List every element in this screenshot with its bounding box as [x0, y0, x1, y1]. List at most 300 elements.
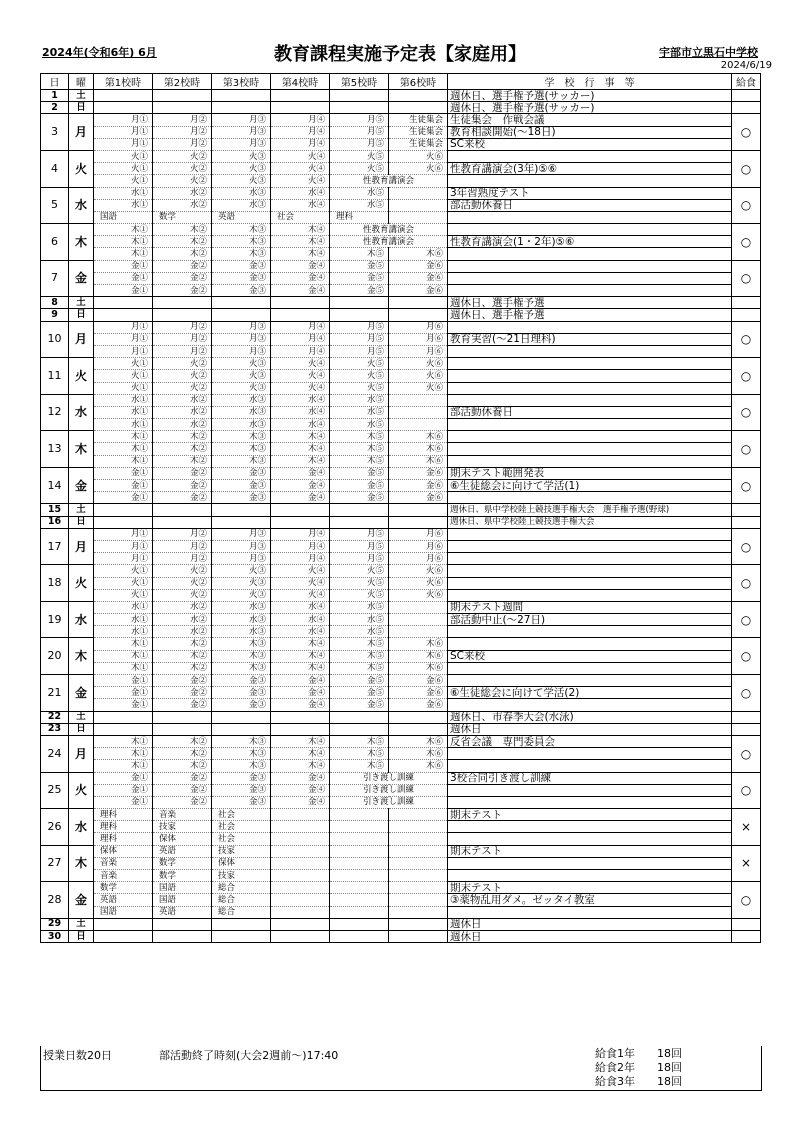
period-cell: 木② — [153, 443, 212, 455]
period-cell — [271, 857, 330, 869]
weekday: 日 — [69, 516, 94, 528]
period-cell: 金④ — [271, 784, 330, 796]
class-row — [41, 492, 761, 504]
period-cell-empty — [389, 309, 448, 321]
weekday: 月 — [69, 528, 94, 565]
period-cell: 木⑥ — [389, 748, 448, 760]
period-cell: 木③ — [212, 650, 271, 662]
weekday: 火 — [69, 565, 94, 602]
period-cell: 水① — [94, 419, 153, 431]
day-number: 3 — [41, 114, 69, 151]
class-row — [41, 138, 761, 150]
event-cell: 期末テスト週間 — [448, 601, 732, 613]
period-cell: 音楽 — [153, 809, 212, 821]
lunch-mark: ○ — [732, 467, 761, 504]
day-number: 29 — [41, 918, 69, 930]
period-cell: 金① — [94, 480, 153, 492]
weekday: 水 — [69, 601, 94, 638]
period-cell: 金⑤ — [330, 480, 389, 492]
period-cell: 国語 — [153, 882, 212, 894]
meal-count-grade-2: 給食2年 18回 — [595, 1061, 682, 1074]
day-number: 11 — [41, 358, 69, 395]
period-cell-empty — [330, 918, 389, 930]
day-number: 6 — [41, 224, 69, 261]
period-cell-empty — [271, 102, 330, 114]
event-cell: 3校合同引き渡し訓練 — [448, 772, 732, 784]
period-cell — [389, 906, 448, 918]
period-cell: 性教育講演会 — [330, 224, 448, 236]
class-row — [41, 175, 761, 187]
event-cell — [448, 370, 732, 382]
period-cell: 火③ — [212, 565, 271, 577]
class-row — [41, 796, 761, 808]
event-cell — [448, 211, 732, 223]
col-header-weekday: 曜 — [69, 74, 94, 90]
col-header-period-1: 第1校時 — [94, 74, 153, 90]
day-number: 26 — [41, 809, 69, 846]
period-cell: 月⑥ — [389, 540, 448, 552]
class-row — [41, 333, 761, 345]
period-cell: 火④ — [271, 370, 330, 382]
period-cell: 金① — [94, 699, 153, 711]
event-cell: 週休日、選手権予選 — [448, 297, 732, 309]
period-cell: 木① — [94, 455, 153, 467]
lunch-mark: ○ — [732, 431, 761, 468]
period-cell: 木⑤ — [330, 662, 389, 674]
col-header-lunch: 給食 — [732, 74, 761, 90]
period-cell: 金① — [94, 467, 153, 479]
class-row — [41, 211, 761, 223]
period-cell: 木⑥ — [389, 735, 448, 747]
day-number: 1 — [41, 90, 69, 102]
period-cell — [389, 809, 448, 821]
period-cell: 英語 — [153, 906, 212, 918]
period-cell: 金② — [153, 480, 212, 492]
event-cell — [448, 175, 732, 187]
period-cell: 月① — [94, 321, 153, 333]
period-cell: 月① — [94, 114, 153, 126]
event-cell — [448, 394, 732, 406]
period-cell: 金① — [94, 796, 153, 808]
period-cell: 金① — [94, 772, 153, 784]
event-cell — [448, 321, 732, 333]
period-cell: 金③ — [212, 687, 271, 699]
period-cell: 水② — [153, 187, 212, 199]
period-cell: 火① — [94, 370, 153, 382]
period-cell: 金③ — [212, 260, 271, 272]
weekday: 木 — [69, 431, 94, 468]
period-cell: 金⑤ — [330, 272, 389, 284]
period-cell-empty — [153, 297, 212, 309]
event-cell: 週休日 — [448, 930, 732, 942]
period-cell-empty — [94, 516, 153, 528]
weekday: 土 — [69, 918, 94, 930]
document-header — [40, 40, 760, 65]
period-cell — [330, 821, 389, 833]
event-cell — [448, 358, 732, 370]
event-cell — [448, 345, 732, 357]
day-number: 8 — [41, 297, 69, 309]
period-cell: 水② — [153, 626, 212, 638]
lunch-mark: ○ — [732, 772, 761, 809]
period-cell: 火④ — [271, 382, 330, 394]
class-row — [41, 406, 761, 418]
period-cell: 金② — [153, 784, 212, 796]
period-cell: 火③ — [212, 589, 271, 601]
period-cell: 火⑤ — [330, 382, 389, 394]
event-cell — [448, 589, 732, 601]
weekday: 水 — [69, 809, 94, 846]
event-cell — [448, 150, 732, 162]
period-cell — [330, 845, 389, 857]
period-cell: 月① — [94, 333, 153, 345]
day-number: 4 — [41, 150, 69, 187]
period-cell: 金① — [94, 272, 153, 284]
event-cell — [448, 272, 732, 284]
day-number: 7 — [41, 260, 69, 297]
period-cell: 火④ — [271, 565, 330, 577]
period-cell: 月② — [153, 321, 212, 333]
lunch-mark: ○ — [732, 150, 761, 187]
period-cell: 英語 — [94, 894, 153, 906]
event-cell — [448, 248, 732, 260]
period-cell: 水② — [153, 199, 212, 211]
class-row — [41, 565, 761, 577]
col-header-events: 学 校 行 事 等 — [448, 74, 732, 90]
class-row — [41, 760, 761, 772]
period-cell-empty — [389, 516, 448, 528]
period-cell: 水④ — [271, 199, 330, 211]
period-cell — [271, 870, 330, 882]
period-cell: 火① — [94, 150, 153, 162]
period-cell: 金② — [153, 772, 212, 784]
period-cell: 火⑤ — [330, 358, 389, 370]
period-cell: 月⑤ — [330, 528, 389, 540]
period-cell — [389, 199, 448, 211]
period-cell: 火② — [153, 175, 212, 187]
period-cell: 保体 — [212, 857, 271, 869]
event-cell — [448, 626, 732, 638]
period-cell: 木④ — [271, 455, 330, 467]
period-cell: 水① — [94, 614, 153, 626]
period-cell: 月⑤ — [330, 126, 389, 138]
club-end-time: 部活動終了時刻(大会2週前～)17:40 — [159, 1049, 339, 1062]
event-cell — [448, 492, 732, 504]
lunch-cell-empty — [732, 102, 761, 114]
period-cell: 火⑤ — [330, 589, 389, 601]
period-cell: 金⑤ — [330, 260, 389, 272]
period-cell: 金⑤ — [330, 699, 389, 711]
event-cell — [448, 224, 732, 236]
period-cell-empty — [271, 504, 330, 516]
class-row — [41, 199, 761, 211]
holiday-row — [41, 516, 761, 528]
period-cell-empty — [330, 90, 389, 102]
period-cell-empty — [212, 309, 271, 321]
period-cell: 木⑥ — [389, 760, 448, 772]
period-cell: 生徒集会 — [389, 126, 448, 138]
event-cell: 期末テスト範囲発表 — [448, 467, 732, 479]
period-cell: 木① — [94, 650, 153, 662]
period-cell: 木④ — [271, 650, 330, 662]
period-cell: 水① — [94, 187, 153, 199]
period-cell: 木② — [153, 638, 212, 650]
period-cell: 木⑤ — [330, 443, 389, 455]
period-cell — [389, 626, 448, 638]
weekday: 水 — [69, 394, 94, 431]
period-cell: 木③ — [212, 248, 271, 260]
month-label: 2024年(令和6年) 6月 — [42, 46, 157, 59]
period-cell: 引き渡し訓練 — [330, 772, 448, 784]
period-cell-empty — [271, 711, 330, 723]
lunch-cell-empty — [732, 504, 761, 516]
lunch-cell-empty — [732, 918, 761, 930]
period-cell-empty — [330, 930, 389, 942]
event-cell: 3年習熟度テスト — [448, 187, 732, 199]
day-number: 20 — [41, 638, 69, 675]
period-cell: 水① — [94, 199, 153, 211]
period-cell — [271, 809, 330, 821]
period-cell: 金⑤ — [330, 687, 389, 699]
weekday: 金 — [69, 882, 94, 919]
period-cell: 理科 — [330, 211, 389, 223]
col-header-period-5: 第5校時 — [330, 74, 389, 90]
event-cell: 期末テスト — [448, 845, 732, 857]
event-cell — [448, 553, 732, 565]
period-cell-empty — [153, 930, 212, 942]
period-cell-empty — [271, 930, 330, 942]
period-cell: 水① — [94, 394, 153, 406]
period-cell — [330, 882, 389, 894]
period-cell: 火① — [94, 589, 153, 601]
period-cell: 水⑤ — [330, 614, 389, 626]
period-cell: 理科 — [94, 821, 153, 833]
period-cell: 金② — [153, 699, 212, 711]
event-cell — [448, 675, 732, 687]
period-cell-empty — [330, 504, 389, 516]
lunch-cell-empty — [732, 297, 761, 309]
period-cell: 木④ — [271, 443, 330, 455]
period-cell — [271, 882, 330, 894]
period-cell: 火③ — [212, 163, 271, 175]
period-cell — [330, 894, 389, 906]
period-cell: 月⑤ — [330, 321, 389, 333]
lunch-mark: ○ — [732, 358, 761, 395]
class-row — [41, 272, 761, 284]
period-cell-empty — [94, 930, 153, 942]
class-row — [41, 589, 761, 601]
period-cell: 木① — [94, 735, 153, 747]
class-row — [41, 114, 761, 126]
period-cell: 金① — [94, 784, 153, 796]
period-cell: 木④ — [271, 662, 330, 674]
event-cell: 週休日、市春季大会(水泳) — [448, 711, 732, 723]
period-cell: 金② — [153, 285, 212, 297]
period-cell: 月⑥ — [389, 553, 448, 565]
period-cell-empty — [271, 918, 330, 930]
lunch-mark: × — [732, 809, 761, 846]
class-row — [41, 358, 761, 370]
period-cell: 火② — [153, 150, 212, 162]
period-cell: 月① — [94, 345, 153, 357]
period-cell: 水⑤ — [330, 626, 389, 638]
period-cell: 月② — [153, 553, 212, 565]
period-cell: 木③ — [212, 443, 271, 455]
period-cell-empty — [94, 504, 153, 516]
period-cell: 木③ — [212, 638, 271, 650]
weekday: 金 — [69, 467, 94, 504]
event-cell — [448, 528, 732, 540]
period-cell: 社会 — [271, 211, 330, 223]
period-cell: 火④ — [271, 163, 330, 175]
period-cell: 金③ — [212, 492, 271, 504]
period-cell: 金① — [94, 687, 153, 699]
period-cell: 月⑥ — [389, 345, 448, 357]
period-cell: 水④ — [271, 419, 330, 431]
period-cell: 生徒集会 — [389, 138, 448, 150]
meal-counts — [595, 1047, 682, 1089]
event-cell: 部活動中止(～27日) — [448, 614, 732, 626]
period-cell-empty — [330, 297, 389, 309]
event-cell: 反省会議 専門委員会 — [448, 735, 732, 747]
period-cell-empty — [94, 723, 153, 735]
period-cell — [389, 601, 448, 613]
period-cell: 音楽 — [94, 870, 153, 882]
period-cell-empty — [389, 711, 448, 723]
event-cell: ⑥生徒総会に向けて学活(2) — [448, 687, 732, 699]
period-cell-empty — [389, 504, 448, 516]
period-cell: 金① — [94, 675, 153, 687]
issue-date: 2024/6/19 — [720, 60, 772, 71]
weekday: 木 — [69, 845, 94, 882]
period-cell: 月② — [153, 114, 212, 126]
period-cell — [271, 845, 330, 857]
period-cell: 技家 — [153, 821, 212, 833]
period-cell-empty — [212, 711, 271, 723]
period-cell: 金① — [94, 492, 153, 504]
period-cell-empty — [271, 516, 330, 528]
class-row — [41, 382, 761, 394]
period-cell: 月⑤ — [330, 114, 389, 126]
period-cell: 金④ — [271, 796, 330, 808]
event-cell — [448, 857, 732, 869]
period-cell: 木② — [153, 248, 212, 260]
period-cell: 月② — [153, 138, 212, 150]
period-cell: 火② — [153, 382, 212, 394]
period-cell: 水① — [94, 601, 153, 613]
period-cell: 月① — [94, 540, 153, 552]
period-cell-empty — [389, 723, 448, 735]
col-header-period-3: 第3校時 — [212, 74, 271, 90]
period-cell: 木⑤ — [330, 248, 389, 260]
period-cell: 木③ — [212, 431, 271, 443]
period-cell: 水④ — [271, 394, 330, 406]
weekday: 土 — [69, 504, 94, 516]
class-row — [41, 126, 761, 138]
period-cell: 木⑥ — [389, 638, 448, 650]
period-cell: 火③ — [212, 175, 271, 187]
holiday-row — [41, 309, 761, 321]
event-cell: 性教育講演会(3年)⑤⑥ — [448, 163, 732, 175]
period-cell-empty — [271, 309, 330, 321]
period-cell: 生徒集会 — [389, 114, 448, 126]
period-cell: 火④ — [271, 589, 330, 601]
period-cell-empty — [153, 711, 212, 723]
lunch-mark: ○ — [732, 638, 761, 675]
period-cell-empty — [153, 309, 212, 321]
period-cell: 木⑤ — [330, 748, 389, 760]
class-row — [41, 467, 761, 479]
period-cell: 火③ — [212, 577, 271, 589]
period-cell — [389, 833, 448, 845]
period-cell — [389, 211, 448, 223]
period-cell: 木④ — [271, 638, 330, 650]
period-cell: 木⑥ — [389, 455, 448, 467]
period-cell: 水⑤ — [330, 394, 389, 406]
period-cell: 火④ — [271, 150, 330, 162]
day-number: 15 — [41, 504, 69, 516]
period-cell: 性教育講演会 — [330, 236, 448, 248]
period-cell: 金⑥ — [389, 272, 448, 284]
period-cell: 火② — [153, 565, 212, 577]
period-cell-empty — [271, 90, 330, 102]
period-cell — [389, 394, 448, 406]
period-cell: 月④ — [271, 553, 330, 565]
day-number: 14 — [41, 467, 69, 504]
class-row — [41, 784, 761, 796]
period-cell: 水⑤ — [330, 199, 389, 211]
period-cell: 月② — [153, 528, 212, 540]
period-cell: 総合 — [212, 894, 271, 906]
period-cell: 木③ — [212, 760, 271, 772]
period-cell: 金④ — [271, 687, 330, 699]
period-cell: 金③ — [212, 772, 271, 784]
period-cell: 金⑤ — [330, 467, 389, 479]
period-cell: 水⑤ — [330, 601, 389, 613]
period-cell: 火⑥ — [389, 150, 448, 162]
period-cell: 水④ — [271, 187, 330, 199]
lunch-mark: ○ — [732, 735, 761, 772]
period-cell: 金① — [94, 285, 153, 297]
period-cell: 火⑥ — [389, 370, 448, 382]
period-cell: 月③ — [212, 553, 271, 565]
period-cell: 水④ — [271, 614, 330, 626]
event-cell — [448, 455, 732, 467]
period-cell-empty — [94, 918, 153, 930]
col-header-period-4: 第4校時 — [271, 74, 330, 90]
class-row — [41, 260, 761, 272]
weekday: 火 — [69, 358, 94, 395]
period-cell: 火⑤ — [330, 150, 389, 162]
class-row — [41, 894, 761, 906]
event-cell — [448, 285, 732, 297]
period-cell-empty — [153, 102, 212, 114]
period-cell: 月③ — [212, 114, 271, 126]
period-cell: 金④ — [271, 675, 330, 687]
period-cell: 金③ — [212, 285, 271, 297]
day-number: 18 — [41, 565, 69, 602]
period-cell: 月① — [94, 528, 153, 540]
period-cell: 金⑥ — [389, 480, 448, 492]
day-number: 21 — [41, 675, 69, 712]
period-cell: 木④ — [271, 224, 330, 236]
class-row — [41, 285, 761, 297]
event-cell — [448, 870, 732, 882]
lunch-mark: ○ — [732, 321, 761, 358]
period-cell: 月④ — [271, 321, 330, 333]
holiday-row — [41, 504, 761, 516]
period-cell: 木④ — [271, 760, 330, 772]
